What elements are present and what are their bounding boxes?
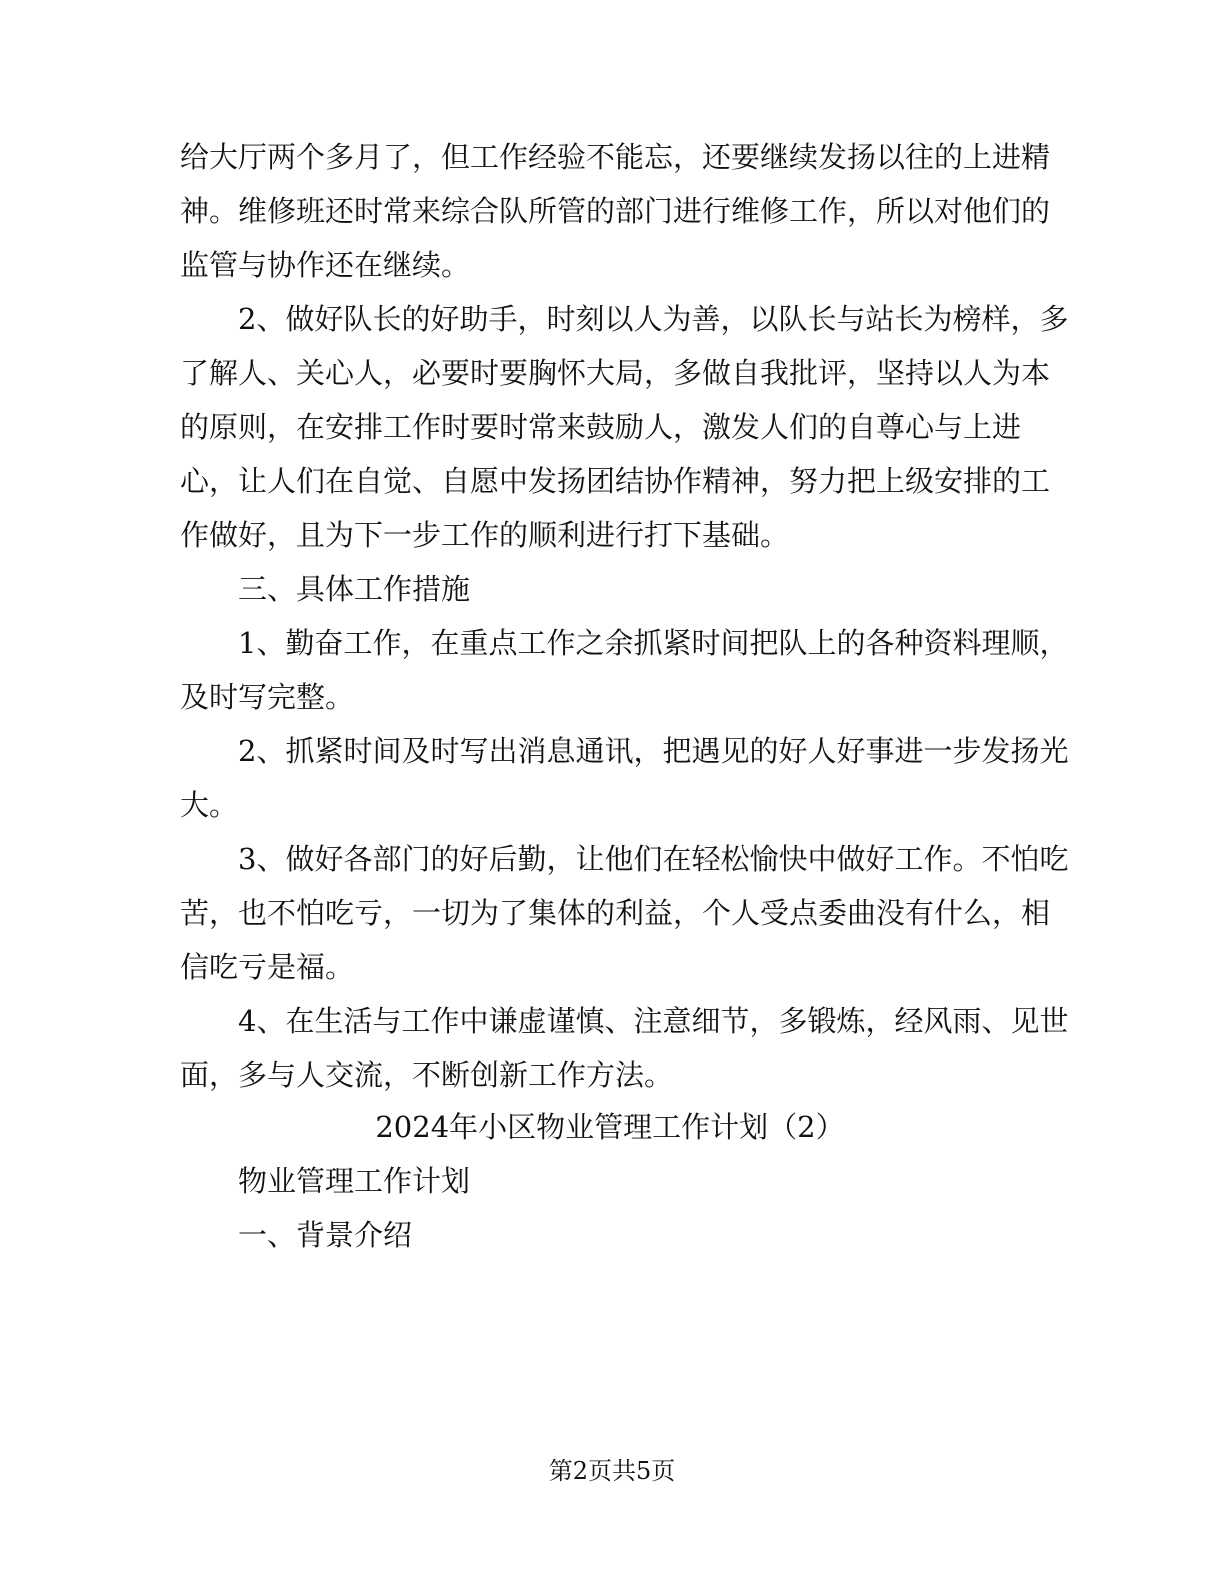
- body-text: [180, 130, 1069, 1102]
- page-number-footer: 第2页共5页: [548, 1457, 676, 1485]
- body-line: 监管与协作还在继续。: [180, 248, 471, 282]
- body-line: 了解人、关心人，必要时要胸怀大局，多做自我批评，坚持以人为本: [180, 356, 1051, 390]
- body-line: 给大厅两个多月了，但工作经验不能忘，还要继续发扬以往的上进精: [180, 140, 1051, 174]
- body-line: 2、做好队长的好助手，时刻以人为善，以队长与站长为榜样，多: [180, 302, 1069, 336]
- body-line: 3、做好各部门的好后勤，让他们在轻松愉快中做好工作。不怕吃: [180, 842, 1069, 876]
- body-line: 2、抓紧时间及时写出消息通讯，把遇见的好人好事进一步发扬光: [180, 734, 1069, 768]
- body-line: 苦，也不怕吃亏，一切为了集体的利益，个人受点委曲没有什么，相: [180, 896, 1051, 930]
- document-section-title: 2024年小区物业管理工作计划（2）: [375, 1110, 845, 1144]
- body-line: 神。维修班还时常来综合队所管的部门进行维修工作，所以对他们的: [180, 194, 1051, 228]
- body-line: 及时写完整。: [180, 680, 355, 714]
- body-line: 面，多与人交流，不断创新工作方法。: [180, 1058, 674, 1092]
- section-heading: 三、具体工作措施: [180, 572, 471, 606]
- post-title-text: [180, 1154, 1040, 1262]
- body-line: 大。: [180, 788, 239, 822]
- body-line: 作做好，且为下一步工作的顺利进行打下基础。: [180, 518, 790, 552]
- subheading-plan: 物业管理工作计划: [180, 1164, 471, 1198]
- body-line: 4、在生活与工作中谦虚谨慎、注意细节，多锻炼，经风雨、见世: [180, 1004, 1069, 1038]
- body-line: 心，让人们在自觉、自愿中发扬团结协作精神，努力把上级安排的工: [180, 464, 1051, 498]
- subheading-background: 一、背景介绍: [180, 1218, 413, 1252]
- body-line: 的原则，在安排工作时要时常来鼓励人，激发人们的自尊心与上进: [180, 410, 1022, 444]
- body-line: 1、勤奋工作，在重点工作之余抓紧时间把队上的各种资料理顺，: [180, 626, 1069, 660]
- body-line: 信吃亏是福。: [180, 950, 355, 984]
